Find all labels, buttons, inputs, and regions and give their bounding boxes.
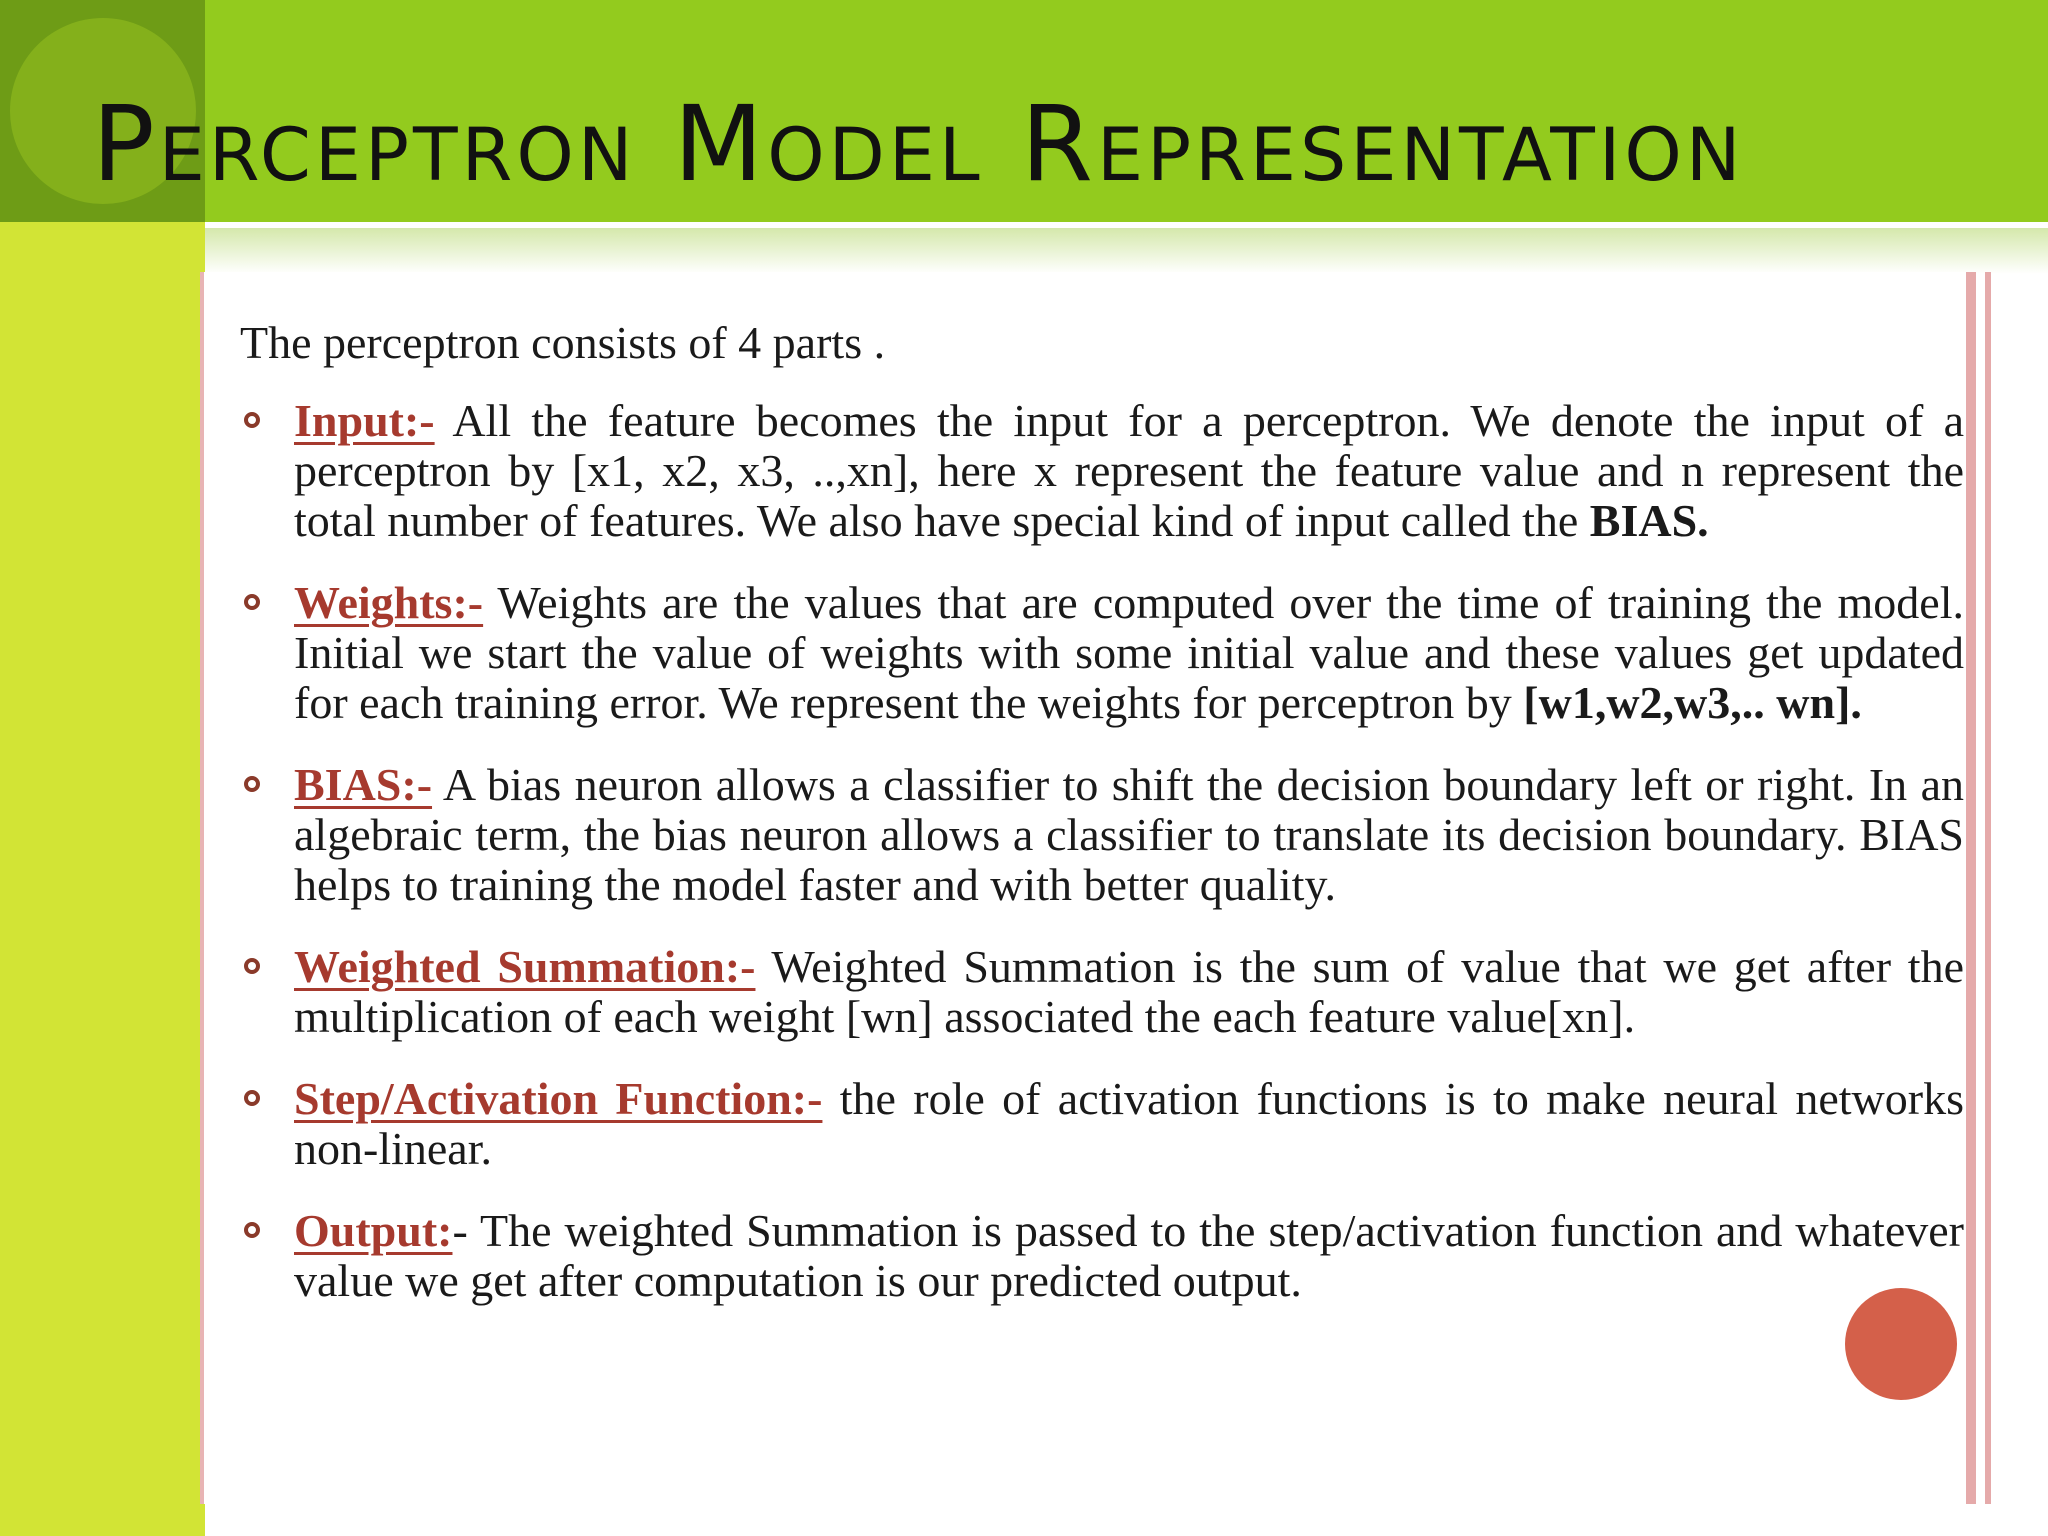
- item-bold-text: BIAS.: [1589, 495, 1709, 546]
- document-border-right: [1966, 272, 1976, 1504]
- list-item-bias: [240, 760, 1964, 910]
- bullet-icon: [244, 1090, 260, 1106]
- intro-text: The perceptron consists of 4 parts .: [240, 317, 886, 368]
- list-item-weighted-summation: [240, 942, 1964, 1042]
- list-item-output: [240, 1206, 1964, 1306]
- item-text: A bias neuron allows a classifier to shift the decision boundary left or right. In an algebraic term, the bias neuron allows a classifier to translate its decision boundary. BIAS helps to training the model faster and with better quality.: [294, 759, 1964, 910]
- term-input: Input:-: [294, 395, 435, 446]
- item-text: - The weighted Summation is passed to the step/activation function and whatever value we get after computation is our predicted output.: [294, 1205, 1964, 1306]
- bullet-icon: [244, 776, 260, 792]
- item-text: All the feature becomes the input for a perceptron. We denote the input of a perceptron by [x1, x2, x3, ..,xn], here x represent the feature value and n represent the total number of features. We also have special kind of input called the: [294, 395, 1964, 546]
- term-weighted-summation: Weighted Summation:-: [294, 941, 756, 992]
- term-weights: Weights:-: [294, 577, 484, 628]
- item-text: Weights are the values that are computed over the time of training the model. Initial we start the value of weights with some initial value and these values get updated for each training error. We represent the weights for perceptron by: [294, 577, 1964, 728]
- document-border-right-outer: [1985, 272, 1991, 1504]
- list-item-weights: [240, 578, 1964, 728]
- bullet-icon: [244, 412, 260, 428]
- header-shadow: [205, 222, 2048, 274]
- item-text: the role of activation functions is to make neural networks non-linear.: [294, 1073, 1964, 1174]
- term-activation-function: Step/Activation Function:-: [294, 1073, 823, 1124]
- parts-list: [240, 396, 1964, 1306]
- header-divider: [205, 222, 2048, 228]
- bullet-icon: [244, 594, 260, 610]
- bullet-icon: [244, 958, 260, 974]
- term-bias: BIAS:-: [294, 759, 433, 810]
- bullet-icon: [244, 1222, 260, 1238]
- document-content: [240, 318, 1964, 1338]
- item-bold-text: [w1,w2,w3,.. wn].: [1523, 677, 1862, 728]
- term-output: Output:: [294, 1205, 453, 1256]
- list-item-activation-function: [240, 1074, 1964, 1174]
- list-item-input: [240, 396, 1964, 546]
- item-text: Weighted Summation is the sum of value that we get after the multiplication of each weight [wn] associated the each feature value[xn].: [294, 941, 1965, 1042]
- left-accent-strip: [0, 222, 205, 1536]
- slide-title: Perceptron Model Representation: [92, 83, 1745, 205]
- decorative-dot: [1845, 1288, 1957, 1400]
- document-border-left: [200, 272, 204, 1504]
